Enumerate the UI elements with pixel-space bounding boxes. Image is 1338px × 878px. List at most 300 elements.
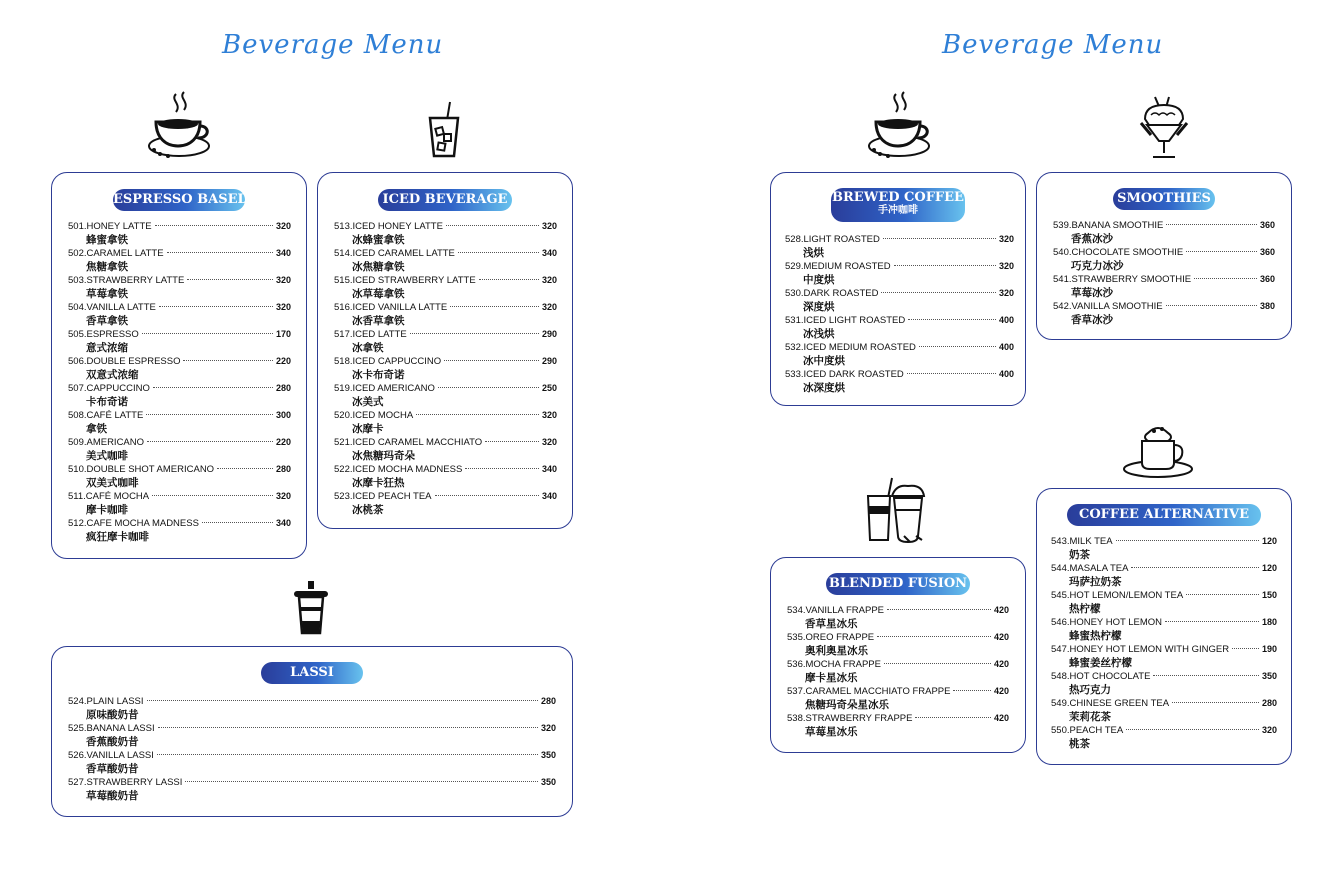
lassi-section [51,646,573,817]
menu-item [334,274,557,301]
menu-item-name: 517.ICED LATTE [334,329,407,340]
menu-item-name: 543.MILK TEA [1051,536,1113,547]
menu-item-row [1051,724,1277,737]
dot-leader [1166,224,1257,225]
brewed-coffee-heading [831,188,965,222]
menu-item [68,301,291,328]
dot-leader [142,333,273,334]
lassi-item-list [68,695,556,803]
menu-item-chinese-name: 巧克力冰沙 [1071,260,1124,272]
menu-item-price: 420 [993,686,1009,696]
menu-item-chinese-name: 冰蜂蜜拿铁 [352,234,405,246]
menu-item [334,355,557,382]
smoothies-heading: SMOOTHIES [1113,188,1215,210]
menu-item-name: 531.ICED LIGHT ROASTED [785,315,906,326]
menu-item-name: 545.HOT LEMON/LEMON TEA [1051,590,1184,601]
menu-item [334,436,557,463]
menu-item-row [787,604,1009,617]
dot-leader [1126,729,1259,730]
menu-item-price: 220 [275,437,291,447]
menu-item-price: 340 [275,248,291,258]
menu-item-row [334,409,557,422]
menu-item-price: 340 [541,464,557,474]
dot-leader [152,495,273,496]
menu-item-chinese-name: 冰摩卡狂热 [352,477,405,489]
menu-item-chinese-name: 焦糖拿铁 [86,261,128,273]
menu-item-price: 280 [540,696,556,706]
menu-item-name: 519.ICED AMERICANO [334,383,435,394]
menu-item-row [68,409,291,422]
iced-item-list [334,220,557,517]
coffee-alternative-heading: COFFEE ALTERNATIVE [1067,504,1261,526]
menu-item-name: 541.STRAWBERRY SMOOTHIE [1053,274,1192,285]
menu-item-row [334,382,557,395]
menu-item-name: 514.ICED CARAMEL LATTE [334,248,455,259]
menu-item-row [785,260,1014,273]
menu-item-name: 529.MEDIUM ROASTED [785,261,891,272]
menu-item-price: 350 [540,777,556,787]
dot-leader [953,690,990,691]
menu-item [1051,724,1277,751]
menu-item-price: 280 [1261,698,1277,708]
menu-item-chinese-name: 卡布奇诺 [86,396,128,408]
menu-item-chinese-name: 冰草莓拿铁 [352,288,405,300]
menu-item-chinese-name: 玛萨拉奶茶 [1069,576,1122,588]
menu-item-name: 546.HONEY HOT LEMON [1051,617,1163,628]
menu-item [334,301,557,328]
menu-item-row [1051,562,1277,575]
iced-drink-glass-icon [424,100,464,160]
menu-item-name: 534.VANILLA FRAPPE [787,605,884,616]
dot-leader [217,468,273,469]
menu-item-row [785,314,1014,327]
menu-item-price: 340 [541,248,557,258]
menu-item-row [68,328,291,341]
menu-item-price: 320 [275,491,291,501]
menu-item-price: 320 [541,275,557,285]
dot-leader [894,265,996,266]
menu-item [68,409,291,436]
menu-item [785,368,1014,395]
brewed-coffee-section [770,172,1026,406]
menu-item-price: 420 [993,659,1009,669]
dot-leader [1172,702,1259,703]
smoothie-sundae-icon [1139,95,1189,161]
menu-item-chinese-name: 桃茶 [1069,738,1090,750]
menu-item-name: 521.ICED CARAMEL MACCHIATO [334,437,483,448]
menu-item-name: 518.ICED CAPPUCCINO [334,356,442,367]
menu-item-chinese-name: 冰中度烘 [803,355,845,367]
menu-item-price: 350 [540,750,556,760]
dot-leader [146,414,273,415]
menu-item [334,490,557,517]
menu-item-row [1053,273,1275,286]
menu-item-chinese-name: 冰摩卡 [352,423,384,435]
menu-item-row [68,247,291,260]
dot-leader [147,700,538,701]
menu-item-row [1051,643,1277,656]
menu-item-row [334,247,557,260]
menu-item-chinese-name: 蜂蜜拿铁 [86,234,128,246]
menu-item-name: 516.ICED VANILLA LATTE [334,302,448,313]
menu-item-price: 280 [275,464,291,474]
menu-item-row [68,463,291,476]
menu-item-chinese-name: 香草酸奶昔 [86,763,139,775]
menu-item-name: 505.ESPRESSO [68,329,139,340]
menu-item [785,233,1014,260]
menu-item-chinese-name: 香蕉酸奶昔 [86,736,139,748]
menu-item-row [68,749,556,762]
dot-leader [1131,567,1259,568]
menu-item-row [1053,246,1275,259]
menu-item [787,631,1009,658]
menu-item-name: 536.MOCHA FRAPPE [787,659,881,670]
menu-item-row [1051,535,1277,548]
menu-item-name: 526.VANILLA LASSI [68,750,154,761]
menu-item-row [334,463,557,476]
menu-item-chinese-name: 蜂蜜姜丝柠檬 [1069,657,1132,669]
dot-leader [1186,251,1257,252]
menu-item-chinese-name: 拿铁 [86,423,107,435]
menu-item-price: 170 [275,329,291,339]
menu-item-row [68,722,556,735]
menu-item-chinese-name: 茉莉花茶 [1069,711,1111,723]
dot-leader [1186,594,1259,595]
menu-item-chinese-name: 蜂蜜热柠檬 [1069,630,1122,642]
menu-item [787,604,1009,631]
dot-leader [147,441,273,442]
iced-beverage-section [317,172,573,529]
menu-item [68,328,291,355]
menu-item-price: 320 [541,410,557,420]
menu-item [1051,616,1277,643]
menu-item-price: 300 [275,410,291,420]
menu-item-price: 380 [1259,301,1275,311]
menu-item-price: 120 [1261,536,1277,546]
menu-item [785,341,1014,368]
menu-item-chinese-name: 冰浅烘 [803,328,835,340]
menu-item-name: 528.LIGHT ROASTED [785,234,880,245]
iced-beverage-heading: ICED BEVERAGE [378,189,512,211]
menu-item [68,436,291,463]
smoothies-item-list [1053,219,1275,327]
dot-leader [1166,305,1257,306]
menu-item-price: 320 [275,275,291,285]
dot-leader [1165,621,1259,622]
menu-item-row [68,695,556,708]
menu-item-row [785,368,1014,381]
menu-item-name: 513.ICED HONEY LATTE [334,221,443,232]
menu-item-price: 320 [998,261,1014,271]
menu-item-name: 524.PLAIN LASSI [68,696,144,707]
dot-leader [202,522,273,523]
dot-leader [157,754,538,755]
menu-item-chinese-name: 冰焦糖玛奇朵 [352,450,415,462]
menu-item-chinese-name: 双意式浓缩 [86,369,139,381]
menu-item-name: 540.CHOCOLATE SMOOTHIE [1053,247,1184,258]
menu-item-price: 120 [1261,563,1277,573]
brewed-coffee-subtitle: 手冲咖啡 [878,205,918,217]
dot-leader [159,306,273,307]
menu-item-chinese-name: 美式咖啡 [86,450,128,462]
dot-leader [187,279,273,280]
menu-item [1051,697,1277,724]
menu-item [787,658,1009,685]
menu-item [334,220,557,247]
dot-leader [183,360,273,361]
menu-item-price: 320 [1261,725,1277,735]
blended-fusion-section [770,557,1026,753]
menu-item-name: 533.ICED DARK ROASTED [785,369,904,380]
menu-item-name: 522.ICED MOCHA MADNESS [334,464,463,475]
menu-item-name: 512.CAFE MOCHA MADNESS [68,518,199,529]
menu-item-row [334,490,557,503]
menu-item-chinese-name: 草莓酸奶昔 [86,790,139,802]
menu-item [334,382,557,409]
menu-item-price: 320 [541,302,557,312]
dot-leader [153,387,273,388]
brewed-item-list [785,233,1014,395]
brewed-coffee-title: BREWED COFFEE [832,190,964,205]
dot-leader [884,663,991,664]
hot-coffee-cup-icon [146,90,212,160]
menu-item-name: 510.DOUBLE SHOT AMERICANO [68,464,215,475]
menu-item-chinese-name: 草莓冰沙 [1071,287,1113,299]
dot-leader [465,468,539,469]
menu-item-price: 400 [998,315,1014,325]
menu-item [1051,562,1277,589]
menu-item-price: 220 [275,356,291,366]
menu-item-price: 420 [993,713,1009,723]
menu-item-name: 550.PEACH TEA [1051,725,1124,736]
menu-item-price: 320 [998,288,1014,298]
dot-leader [458,252,539,253]
menu-item-name: 523.ICED PEACH TEA [334,491,432,502]
hot-coffee-cup-icon [866,90,932,160]
menu-item-row [1051,589,1277,602]
menu-item-chinese-name: 香草冰沙 [1071,314,1113,326]
dot-leader [444,360,539,361]
menu-item-name: 547.HONEY HOT LEMON WITH GINGER [1051,644,1230,655]
menu-item-name: 535.OREO FRAPPE [787,632,875,643]
menu-item [334,409,557,436]
menu-item-price: 340 [541,491,557,501]
menu-item-price: 420 [993,632,1009,642]
dot-leader [883,238,996,239]
dot-leader [881,292,996,293]
left-menu-title: Beverage Menu [222,30,444,60]
menu-item-row [334,220,557,233]
hot-chocolate-mug-icon [1122,423,1194,479]
dot-leader [185,781,538,782]
menu-item-name: 549.CHINESE GREEN TEA [1051,698,1170,709]
dot-leader [908,319,996,320]
menu-item-row [68,301,291,314]
menu-item-price: 320 [540,723,556,733]
menu-item-chinese-name: 摩卡咖啡 [86,504,128,516]
menu-item-price: 320 [275,221,291,231]
menu-item [334,463,557,490]
alternative-item-list [1051,535,1277,751]
menu-item-price: 250 [541,383,557,393]
menu-item [1053,246,1275,273]
menu-item-row [785,233,1014,246]
menu-item [1051,670,1277,697]
menu-item-row [787,685,1009,698]
menu-item-row [1053,300,1275,313]
menu-item [1051,643,1277,670]
menu-item-price: 420 [993,605,1009,615]
menu-item-chinese-name: 热巧克力 [1069,684,1111,696]
menu-item-row [334,328,557,341]
menu-item-chinese-name: 草莓拿铁 [86,288,128,300]
dot-leader [155,225,273,226]
menu-item-row [334,355,557,368]
menu-item-row [1051,670,1277,683]
menu-item [68,490,291,517]
menu-item-row [68,355,291,368]
menu-item-chinese-name: 冰拿铁 [352,342,384,354]
menu-item-chinese-name: 香蕉冰沙 [1071,233,1113,245]
menu-item-chinese-name: 原味酸奶昔 [86,709,139,721]
menu-item-price: 400 [998,342,1014,352]
right-menu-title: Beverage Menu [942,30,1164,60]
dot-leader [410,333,539,334]
menu-item-chinese-name: 中度烘 [803,274,835,286]
menu-item-name: 504.VANILLA LATTE [68,302,156,313]
menu-item-row [68,776,556,789]
dot-leader [438,387,539,388]
menu-item-row [68,382,291,395]
menu-item-chinese-name: 冰桃茶 [352,504,384,516]
menu-item-chinese-name: 冰卡布奇诺 [352,369,405,381]
menu-item-name: 532.ICED MEDIUM ROASTED [785,342,916,353]
dot-leader [887,609,991,610]
menu-item-row [1051,616,1277,629]
espresso-based-section [51,172,307,559]
menu-item-row [68,274,291,287]
menu-item-name: 502.CARAMEL LATTE [68,248,164,259]
menu-item-name: 506.DOUBLE ESPRESSO [68,356,181,367]
dot-leader [877,636,991,637]
menu-item-price: 360 [1259,274,1275,284]
menu-item [68,722,556,749]
menu-item-name: 538.STRAWBERRY FRAPPE [787,713,913,724]
menu-item-name: 544.MASALA TEA [1051,563,1129,574]
menu-item-row [334,436,557,449]
menu-item-price: 150 [1261,590,1277,600]
smoothies-section [1036,172,1292,340]
espresso-item-list [68,220,291,544]
dot-leader [915,717,990,718]
menu-item-row [68,517,291,530]
menu-item-chinese-name: 深度烘 [803,301,835,313]
menu-item-name: 539.BANANA SMOOTHIE [1053,220,1164,231]
menu-item-name: 515.ICED STRAWBERRY LATTE [334,275,476,286]
menu-item-price: 320 [275,302,291,312]
menu-item [1053,300,1275,327]
menu-item-row [334,274,557,287]
menu-item-chinese-name: 浅烘 [803,247,824,259]
menu-item-row [68,436,291,449]
menu-item-row [334,301,557,314]
dot-leader [1116,540,1259,541]
menu-item-name: 530.DARK ROASTED [785,288,879,299]
menu-item-chinese-name: 草莓星冰乐 [805,726,858,738]
menu-item-name: 537.CARAMEL MACCHIATO FRAPPE [787,686,951,697]
menu-item-row [785,287,1014,300]
menu-item-row [1051,697,1277,710]
menu-item-price: 340 [275,518,291,528]
menu-item-price: 360 [1259,247,1275,257]
menu-item [1051,589,1277,616]
menu-item [785,287,1014,314]
menu-item [68,382,291,409]
blended-fusion-heading: BLENDED FUSION [826,573,970,595]
menu-item [68,220,291,247]
menu-item-chinese-name: 香草拿铁 [86,315,128,327]
boba-cup-icon [291,579,331,637]
menu-item [68,247,291,274]
menu-item [1053,273,1275,300]
menu-item-name: 507.CAPPUCCINO [68,383,150,394]
menu-item [787,685,1009,712]
menu-item-price: 350 [1261,671,1277,681]
dot-leader [167,252,273,253]
menu-item-row [1053,219,1275,232]
menu-item [68,463,291,490]
menu-item-chinese-name: 奥利奥星冰乐 [805,645,868,657]
menu-item-name: 548.HOT CHOCOLATE [1051,671,1151,682]
menu-item-chinese-name: 双美式咖啡 [86,477,139,489]
menu-item [1051,535,1277,562]
dot-leader [1232,648,1259,649]
dot-leader [485,441,539,442]
menu-item-chinese-name: 冰焦糖拿铁 [352,261,405,273]
dot-leader [919,346,996,347]
menu-item-name: 508.CAFÉ LATTE [68,410,144,421]
menu-item-chinese-name: 焦糖玛奇朵星冰乐 [805,699,889,711]
menu-item [785,260,1014,287]
menu-item [68,274,291,301]
menu-item [68,695,556,722]
espresso-based-heading: ESPRESSO BASED [113,189,245,211]
menu-item-chinese-name: 摩卡星冰乐 [805,672,858,684]
menu-item-name: 503.STRAWBERRY LATTE [68,275,185,286]
menu-item-price: 400 [998,369,1014,379]
menu-item [68,749,556,776]
menu-item [334,247,557,274]
menu-item-price: 180 [1261,617,1277,627]
menu-item-row [787,631,1009,644]
menu-item [68,355,291,382]
dot-leader [435,495,539,496]
menu-item [787,712,1009,739]
menu-item-name: 511.CAFÉ MOCHA [68,491,150,502]
menu-item-chinese-name: 冰美式 [352,396,384,408]
menu-item-chinese-name: 疯狂摩卡咖啡 [86,531,149,543]
coffee-alternative-section [1036,488,1292,765]
menu-item [68,776,556,803]
menu-item-name: 520.ICED MOCHA [334,410,414,421]
menu-item-chinese-name: 热柠檬 [1069,603,1101,615]
menu-item-price: 290 [541,329,557,339]
menu-item-row [787,712,1009,725]
menu-item [1053,219,1275,246]
menu-item-name: 525.BANANA LASSI [68,723,155,734]
dot-leader [907,373,996,374]
menu-item [785,314,1014,341]
